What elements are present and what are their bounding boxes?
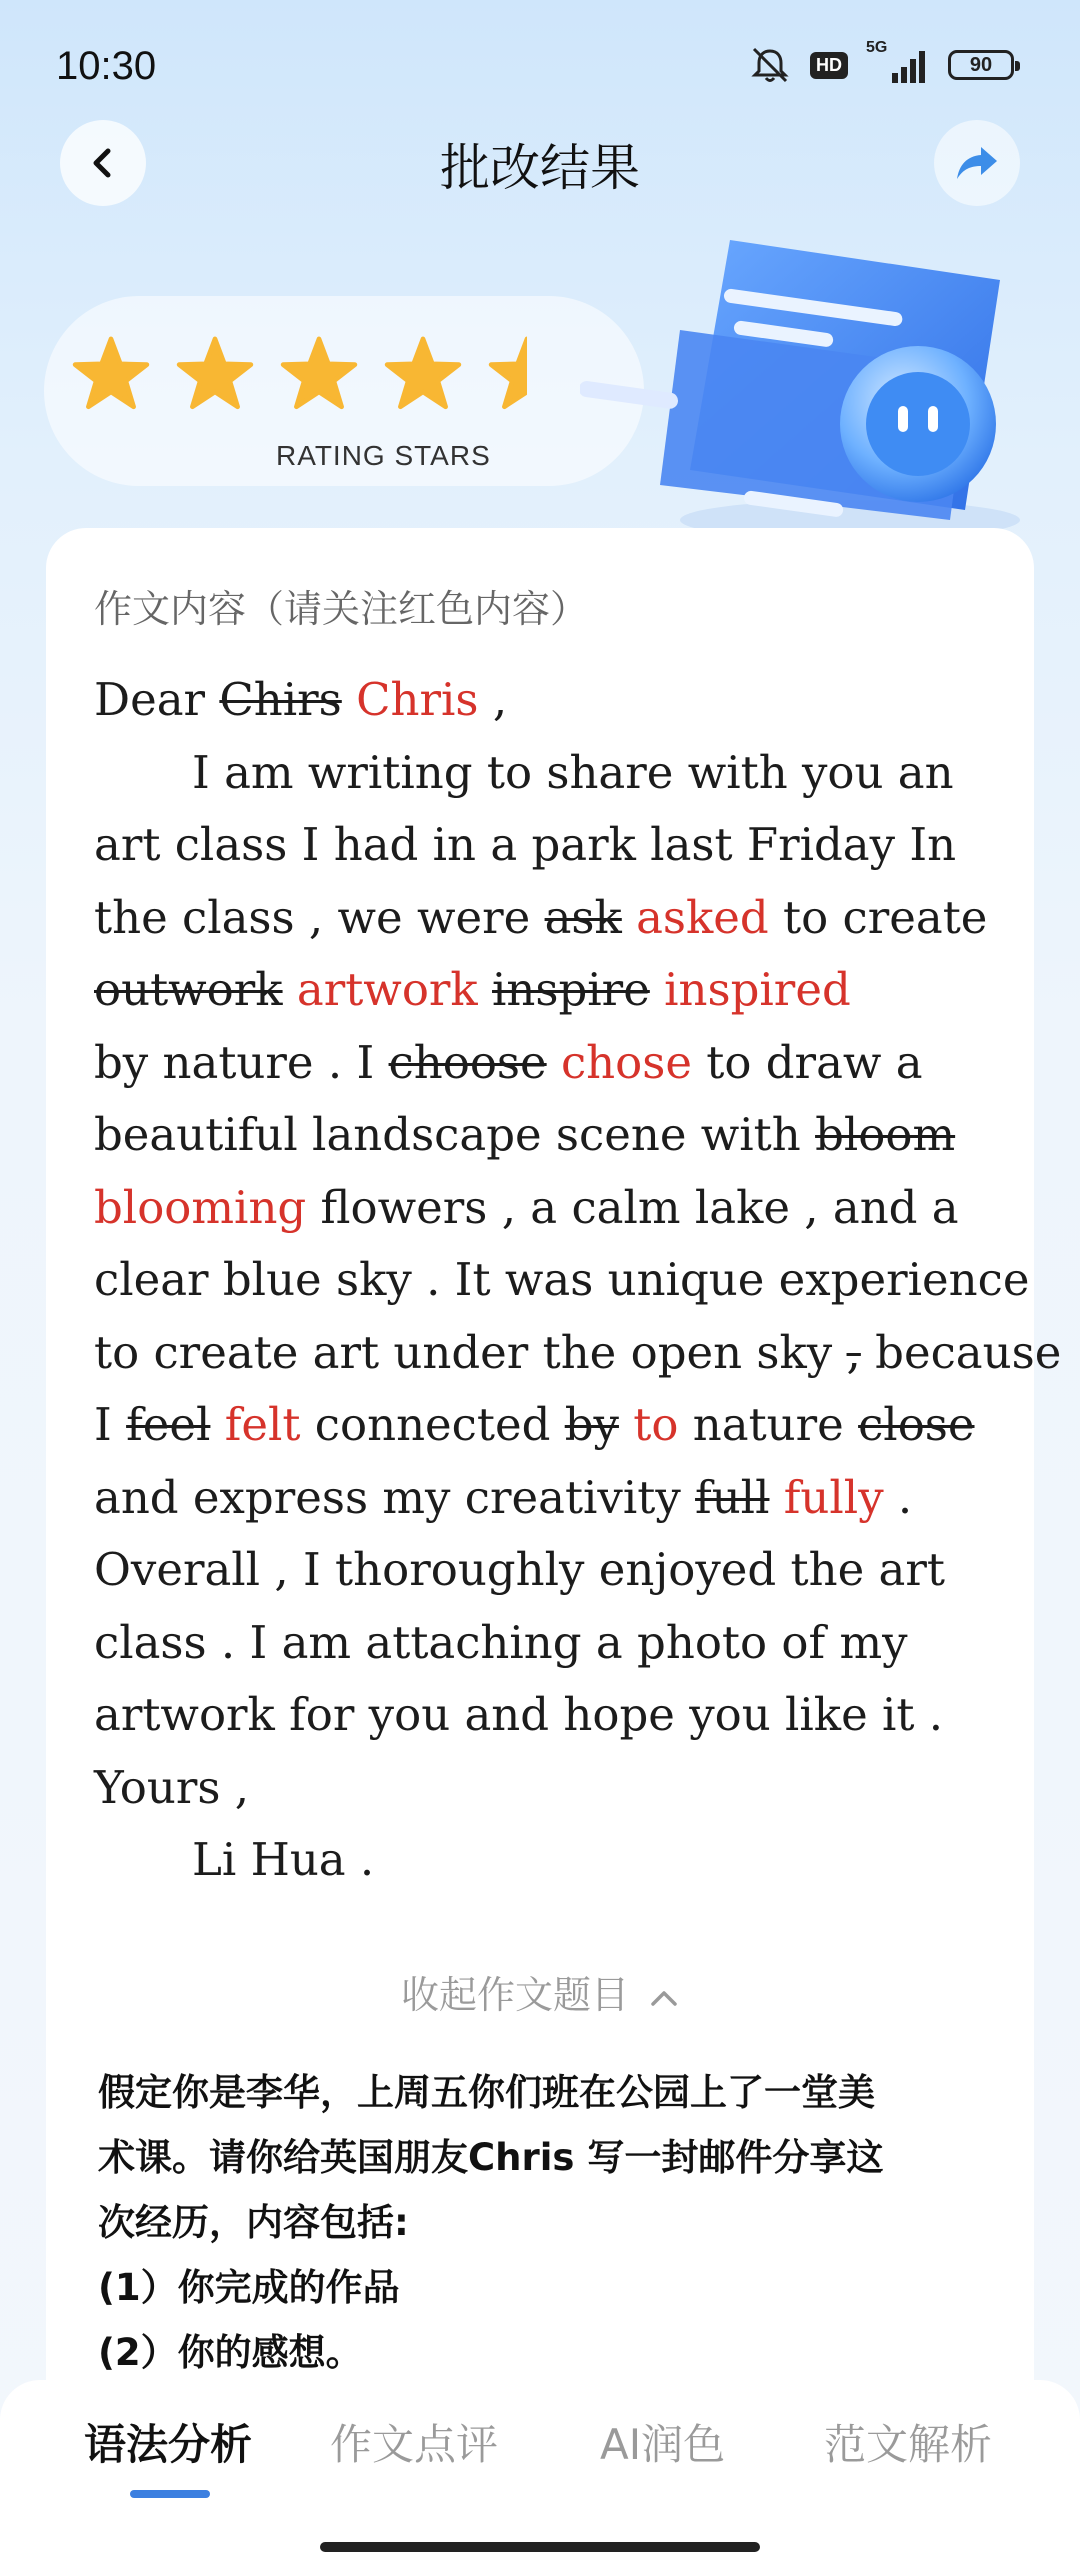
- corrected-word: artwork: [296, 963, 478, 1016]
- hd-badge: HD: [810, 52, 848, 79]
- essay-line: I feel felt connected by to nature close: [94, 1398, 975, 1451]
- robot-mascot-icon: [580, 220, 1040, 550]
- signal-icon: 5G: [866, 43, 930, 87]
- essay-line: and express my creativity full fully .: [94, 1470, 913, 1524]
- tab-essay-review[interactable]: 作文点评: [330, 2420, 499, 2469]
- essay-line: artwork for you and hope you like it .: [94, 1688, 944, 1741]
- share-icon: [953, 141, 1001, 185]
- essay-line: by nature . I choose chose to draw a: [94, 1035, 923, 1089]
- essay-line: Dear Chirs Chris ,: [94, 673, 508, 726]
- deleted-word: bloom: [815, 1108, 956, 1161]
- corrected-word: to: [633, 1398, 679, 1451]
- star-icon: [176, 335, 254, 413]
- half-star-icon: [488, 335, 566, 413]
- deleted-word: Chirs: [219, 673, 342, 726]
- corrected-word: inspired: [664, 963, 851, 1016]
- prompt-line: 术课。请你给英国朋友Chris 写一封邮件分享这: [98, 2136, 884, 2179]
- essay-line: art class I had in a park last Friday In: [94, 818, 957, 871]
- essay-line: blooming flowers , a calm lake , and a: [94, 1180, 959, 1234]
- home-indicator[interactable]: [320, 2542, 760, 2552]
- tab-grammar-analysis[interactable]: 语法分析: [84, 2420, 253, 2469]
- essay-line: the class , we were ask asked to create: [94, 890, 988, 944]
- tab-bar: [0, 2380, 1080, 2569]
- mute-bell-icon: [748, 45, 792, 85]
- corrected-word: chose: [560, 1035, 692, 1089]
- star-icon: [280, 335, 358, 413]
- essay-line: class . I am attaching a photo of my: [94, 1615, 908, 1669]
- essay-line: Li Hua .: [192, 1833, 375, 1886]
- status-time: 10:30: [56, 44, 157, 88]
- deleted-word: inspire: [492, 963, 650, 1016]
- essay-line: Overall , I thoroughly enjoyed the art: [94, 1543, 945, 1596]
- page-title: 批改结果: [440, 139, 640, 197]
- prompt-line: 次经历，内容包括:: [98, 2201, 409, 2244]
- prompt-line: 假定你是李华，上周五你们班在公园上了一堂美: [98, 2071, 875, 2114]
- collapse-label: 收起作文题目: [400, 1973, 629, 2017]
- deleted-word: close: [858, 1398, 975, 1451]
- battery-icon: 90: [948, 50, 1014, 80]
- essay-body: [94, 664, 1062, 1897]
- rating-label: RATING STARS: [276, 440, 491, 471]
- corrected-word: fully: [783, 1470, 884, 1524]
- essay-prompt: [98, 2060, 998, 2385]
- essay-line: beautiful landscape scene with bloom: [94, 1108, 956, 1161]
- essay-line: clear blue sky . It was unique experience: [94, 1253, 1030, 1306]
- star-icon: [72, 335, 150, 413]
- nav-header: [0, 110, 1080, 210]
- deleted-word: choose: [388, 1035, 547, 1089]
- collapse-prompt-toggle[interactable]: [0, 1964, 1080, 2019]
- essay-line: to create art under the open sky , because: [94, 1325, 1062, 1379]
- prompt-line: (2）你的感想。: [98, 2331, 363, 2374]
- star-icon: [384, 335, 462, 413]
- active-tab-indicator: [130, 2490, 210, 2498]
- essay-heading: 作文内容（请关注红色内容）: [94, 587, 589, 631]
- corrected-word: asked: [636, 890, 769, 944]
- rating-stars: [72, 335, 566, 413]
- tab-ai-polish[interactable]: AI润色: [600, 2420, 726, 2469]
- essay-line: Yours ,: [94, 1760, 250, 1814]
- deleted-word: ,: [846, 1325, 861, 1379]
- deleted-word: full: [695, 1470, 770, 1524]
- deleted-word: by: [564, 1398, 619, 1451]
- prompt-line: (1）你完成的作品: [98, 2266, 400, 2309]
- corrected-word: felt: [224, 1398, 301, 1451]
- deleted-word: ask: [544, 890, 622, 944]
- share-button[interactable]: [934, 120, 1020, 206]
- corrected-word: blooming: [94, 1180, 307, 1234]
- deleted-word: feel: [126, 1398, 211, 1451]
- essay-line: I am writing to share with you an: [192, 745, 954, 799]
- essay-line: [94, 954, 1006, 1027]
- deleted-word: outwork: [94, 963, 283, 1016]
- corrected-word: Chris: [356, 673, 479, 726]
- status-icons: [748, 40, 1014, 90]
- tab-model-essay[interactable]: 范文解析: [824, 2420, 993, 2469]
- chevron-up-icon: [649, 1987, 679, 2009]
